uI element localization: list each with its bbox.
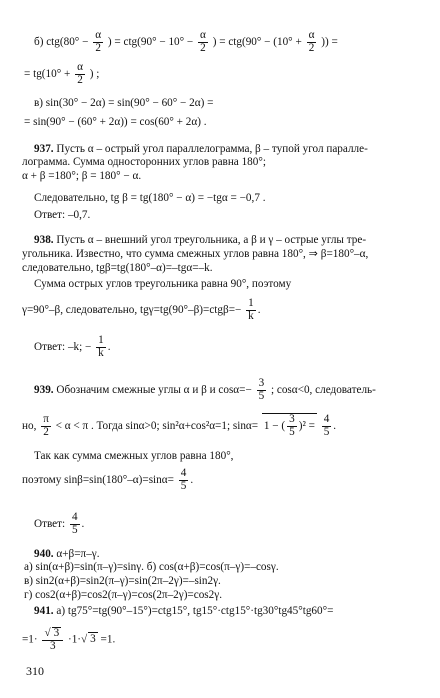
- problem-939-line2: но, $\frac{\pi}{2}$ < α < π . Тогда sinα>0; sin²α+cos²α=1; sinα= 1 − ( $\frac{3}{5}$ )² = $\frac{4}{5}$ .: [22, 413, 337, 438]
- problem-937-line1: [34, 143, 368, 156]
- text: γ=90°–β, следовательно, tgγ=tg(90°–β)=ctgβ=−: [22, 303, 242, 316]
- eq-936v-line2: = sin(90° − (60° + 2α)) = cos(60° + 2α) .: [24, 116, 207, 128]
- fraction: $\frac{\alpha}{2}$: [308, 29, 315, 54]
- text: α+β=π–γ.: [53, 548, 100, 560]
- fraction: $\frac{1}{k}$: [98, 334, 104, 359]
- text: Ответ:: [34, 517, 66, 530]
- problem-number: 939.: [34, 383, 54, 396]
- fraction: $\frac{4}{5}$: [71, 511, 78, 536]
- problem-940-line3: в) sin2(α+β)=sin2(π–γ)=sin(2π–2γ)=–sin2γ.: [24, 575, 221, 587]
- fraction: $\frac{\alpha}{2}$: [200, 29, 206, 54]
- problem-938-line4: Сумма острых углов треугольника равна 90°, поэтому: [34, 278, 292, 290]
- eq-936b-line1: [34, 30, 338, 55]
- text: б) ctg(80° −: [34, 35, 89, 48]
- text: Обозначим смежные углы α и β и cosα=−: [53, 383, 252, 396]
- problem-938-line3: следовательно, tgβ=tg(180°–α)=–tgα=–k.: [22, 262, 213, 274]
- problem-number: 941.: [34, 605, 54, 617]
- text: ) ;: [89, 67, 100, 80]
- page-number: 310: [26, 664, 44, 678]
- fraction: $\frac{4}{5}$: [180, 467, 187, 492]
- square-root: 1 − ( $\frac{3}{5}$ )² =: [263, 413, 315, 438]
- fraction: $\frac{√ 3}{3}$: [42, 627, 63, 653]
- problem-939-line1: [34, 378, 376, 403]
- text: поэтому sinβ=sin(180°–α)=sinα=: [22, 473, 174, 486]
- problem-937-line2: лограмма. Сумма односторонних углов равна 180°;: [22, 156, 266, 168]
- problem-938-answer: Ответ: –k; − $\frac{1}{k}$ .: [34, 334, 111, 359]
- text: ) = ctg(90° − (10° +: [212, 35, 302, 48]
- problem-940-line1: [34, 548, 100, 561]
- problem-939-answer: Ответ: $\frac{4}{5}$ .: [34, 511, 85, 536]
- text: ) = ctg(90° − 10° −: [107, 35, 194, 48]
- text: ·1·: [67, 633, 82, 646]
- problem-940-line4: г) cos2(α+β)=cos2(π–γ)=cos(2π–2γ)=cos2γ.: [24, 589, 222, 601]
- text: а) tg75°=tg(90°–15°)=ctg15°, tg15°·ctg15°·tg30°tg45°tg60°=: [53, 605, 334, 617]
- text: Пусть α – острый угол параллелограмма, β – тупой угол паралле-: [53, 143, 368, 155]
- problem-941-line2: =1· $\frac{√ 3}{3}$ ·1·√ 3 =1.: [22, 627, 116, 652]
- problem-939-line4: поэтому sinβ=sin(180°–α)=sinα= $\frac{4}{5}$ .: [22, 467, 194, 492]
- problem-938-line1: [34, 234, 366, 247]
- fraction: $\frac{1}{k}$: [248, 297, 254, 322]
- text: =1.: [100, 633, 116, 646]
- text: =1·: [22, 633, 38, 646]
- problem-938-line2: угольника. Известно, что сумма смежных углов равна 180°, ⇒ β=180°–α,: [22, 248, 369, 260]
- text: Ответ: –k; −: [34, 340, 92, 353]
- problem-941-line1: [34, 605, 333, 618]
- text: Пусть α – внешний угол треугольника, а β и γ – острые углы тре-: [53, 234, 367, 246]
- problem-938-line5: γ=90°–β, следовательно, tgγ=tg(90°–β)=ctgβ=− $\frac{1}{k}$ .: [22, 297, 261, 322]
- fraction: $\frac{\alpha}{2}$: [95, 29, 102, 54]
- text: ; cosα<0, следователь-: [270, 383, 376, 396]
- fraction: $\frac{3}{5}$: [258, 377, 265, 402]
- problem-937-line4: Следовательно, tg β = tg(180° − α) = −tgα = −0,7 .: [34, 192, 266, 204]
- text: но,: [22, 419, 37, 432]
- text: < α < π . Тогда sinα>0; sin²α+cos²α=1; sinα=: [55, 419, 259, 432]
- problem-937-line3: α + β =180°; β = 180° − α.: [22, 170, 142, 182]
- problem-939-line3: Так как сумма смежных углов равна 180°,: [34, 450, 234, 462]
- problem-number: 940.: [34, 548, 54, 560]
- text: )) =: [321, 35, 338, 48]
- eq-936v-line1: в) sin(30° − 2α) = sin(90° − 60° − 2α) =: [34, 97, 214, 109]
- problem-940-line2: а) sin(α+β)=sin(π–γ)=sinγ. б) cos(α+β)=cos(π–γ)=–cosγ.: [24, 561, 279, 573]
- fraction: $\frac{\pi}{2}$: [43, 413, 49, 438]
- fraction: $\frac{4}{5}$: [323, 413, 330, 438]
- square-root: 3: [90, 633, 96, 646]
- fraction: $\frac{\alpha}{2}$: [77, 61, 83, 86]
- problem-937-answer: Ответ: –0,7.: [34, 209, 91, 221]
- eq-936b-line2: [24, 62, 99, 87]
- problem-number: 938.: [34, 234, 54, 246]
- text: = tg(10° +: [24, 67, 71, 80]
- problem-number: 937.: [34, 143, 54, 155]
